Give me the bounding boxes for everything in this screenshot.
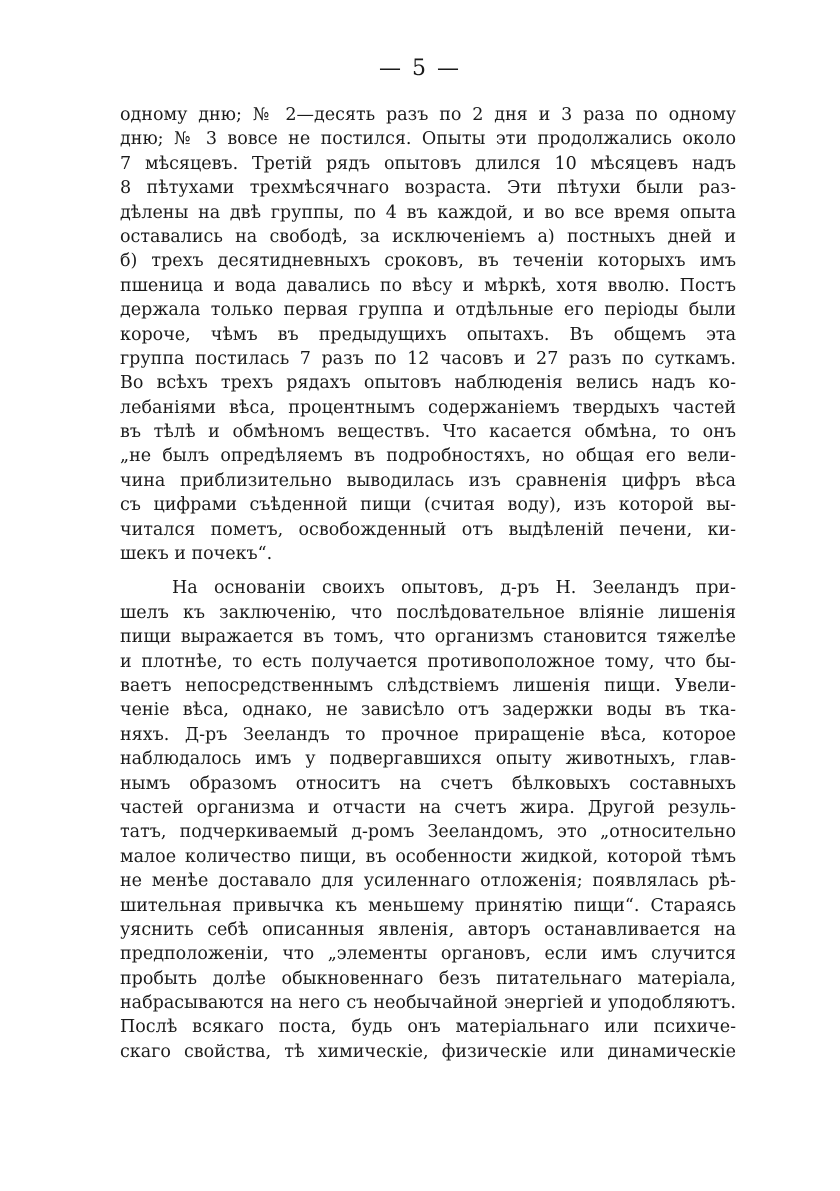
text-line: группа постилась 7 разъ по 12 часовъ и 27 разъ по суткамъ. bbox=[120, 348, 736, 369]
text-line: шекъ и почекъ“. bbox=[120, 544, 273, 565]
text-line: дню; № 3 вовсе не постился. Опыты эти продолжались около bbox=[120, 129, 736, 150]
text-line: чина приблизительно выводилась изъ сравненія цифръ вѣса bbox=[120, 470, 736, 491]
text-line: не менѣе доставало для усиленнаго отложенія; появлялась рѣ- bbox=[120, 871, 736, 892]
text-line: частей организма и отчасти на счетъ жира. Другой резуль- bbox=[120, 797, 736, 818]
paragraph-1 bbox=[120, 103, 736, 566]
text-line: 8 пѣтухами трехмѣсячнаго возраста. Эти пѣтухи были раз- bbox=[120, 178, 736, 199]
text-line: оставались на свободѣ, за исключеніемъ а) постныхъ дней и bbox=[120, 226, 736, 247]
text-line: дѣлены на двѣ группы, по 4 въ каждой, и во все время опыта bbox=[120, 202, 736, 223]
text-line: Послѣ всякаго поста, будь онъ матеріальнаго или психиче- bbox=[120, 1017, 736, 1038]
text-line: предположеніи, что „элементы органовъ, если имъ случится bbox=[120, 944, 736, 965]
text-line: малое количество пищи, въ особенности жидкой, которой тѣмъ bbox=[120, 846, 736, 867]
text-line: шелъ къ заключенію, что послѣдовательное вліяніе лишенія bbox=[120, 602, 736, 623]
text-line: пробыть долѣе обыкновеннаго безъ питательнаго матеріала, bbox=[120, 968, 736, 989]
text-line: нымъ образомъ относитъ на счетъ бѣлковыхъ составныхъ bbox=[120, 773, 736, 794]
paragraph-gap bbox=[120, 566, 736, 576]
page-number: — 5 — bbox=[379, 56, 461, 81]
text-line: „не былъ опредѣляемъ въ подробностяхъ, но общая его вели- bbox=[120, 446, 736, 467]
text-line: держала только первая группа и отдѣльные его періоды были bbox=[120, 300, 736, 321]
body-text bbox=[120, 103, 736, 1064]
text-line: 7 мѣсяцевъ. Третій рядъ опытовъ длился 10 мѣсяцевъ надъ bbox=[120, 153, 736, 174]
text-line: наблюдалось имъ у подвергавшихся опыту животныхъ, глав- bbox=[120, 749, 736, 770]
paragraph-2 bbox=[120, 576, 736, 1064]
text-line: пшеница и вода давались по вѣсу и мѣркѣ, хотя вволю. Постъ bbox=[120, 275, 736, 296]
text-line: б) трехъ десятидневныхъ сроковъ, въ теченіи которыхъ имъ bbox=[120, 251, 736, 272]
text-line: короче, чѣмъ въ предыдущихъ опытахъ. Въ общемъ эта bbox=[120, 324, 736, 345]
text-line: уяснить себѣ описанныя явленія, авторъ останавливается на bbox=[120, 919, 736, 940]
text-line: татъ, подчеркиваемый д-ромъ Зееландомъ, это „относительно bbox=[120, 822, 736, 843]
text-line: и плотнѣе, то есть получается противоположное тому, что бы- bbox=[120, 651, 736, 672]
text-line: шительная привычка къ меньшему принятію пищи“. Стараясь bbox=[120, 895, 736, 916]
text-line: На основаніи своихъ опытовъ, д-ръ Н. Зееландъ при- bbox=[172, 578, 736, 599]
text-line: пищи выражается въ томъ, что организмъ становится тяжелѣе bbox=[120, 627, 736, 648]
text-line: ваетъ непосредственнымъ слѣдствіемъ лишенія пищи. Увели- bbox=[120, 675, 736, 696]
text-line: Во всѣхъ трехъ рядахъ опытовъ наблюденія велись надъ ко- bbox=[120, 373, 736, 394]
text-line: одному дню; № 2—десять разъ по 2 дня и 3 раза по одному bbox=[120, 105, 736, 125]
text-line: лебаніями вѣса, процентнымъ содержаніемъ твердыхъ частей bbox=[120, 397, 736, 418]
text-line: ченіе вѣса, однако, не зависѣло отъ задержки воды въ тка- bbox=[120, 700, 736, 721]
text-line: набрасываются на него съ необычайной энергіей и уподобляютъ. bbox=[120, 993, 736, 1014]
text-line: съ цифрами съѣденной пищи (считая воду), изъ которой вы- bbox=[120, 495, 736, 516]
text-line: въ тѣлѣ и обмѣномъ веществъ. Что касается обмѣна, то онъ bbox=[120, 422, 736, 443]
text-line: няхъ. Д-ръ Зееландъ то прочное приращеніе вѣса, которое bbox=[120, 724, 736, 745]
text-line: читался пометъ, освобожденный отъ выдѣленій печени, ки- bbox=[120, 519, 736, 540]
text-line: скаго свойства, тѣ химическіе, физическіе или динамическіе bbox=[120, 1041, 736, 1062]
